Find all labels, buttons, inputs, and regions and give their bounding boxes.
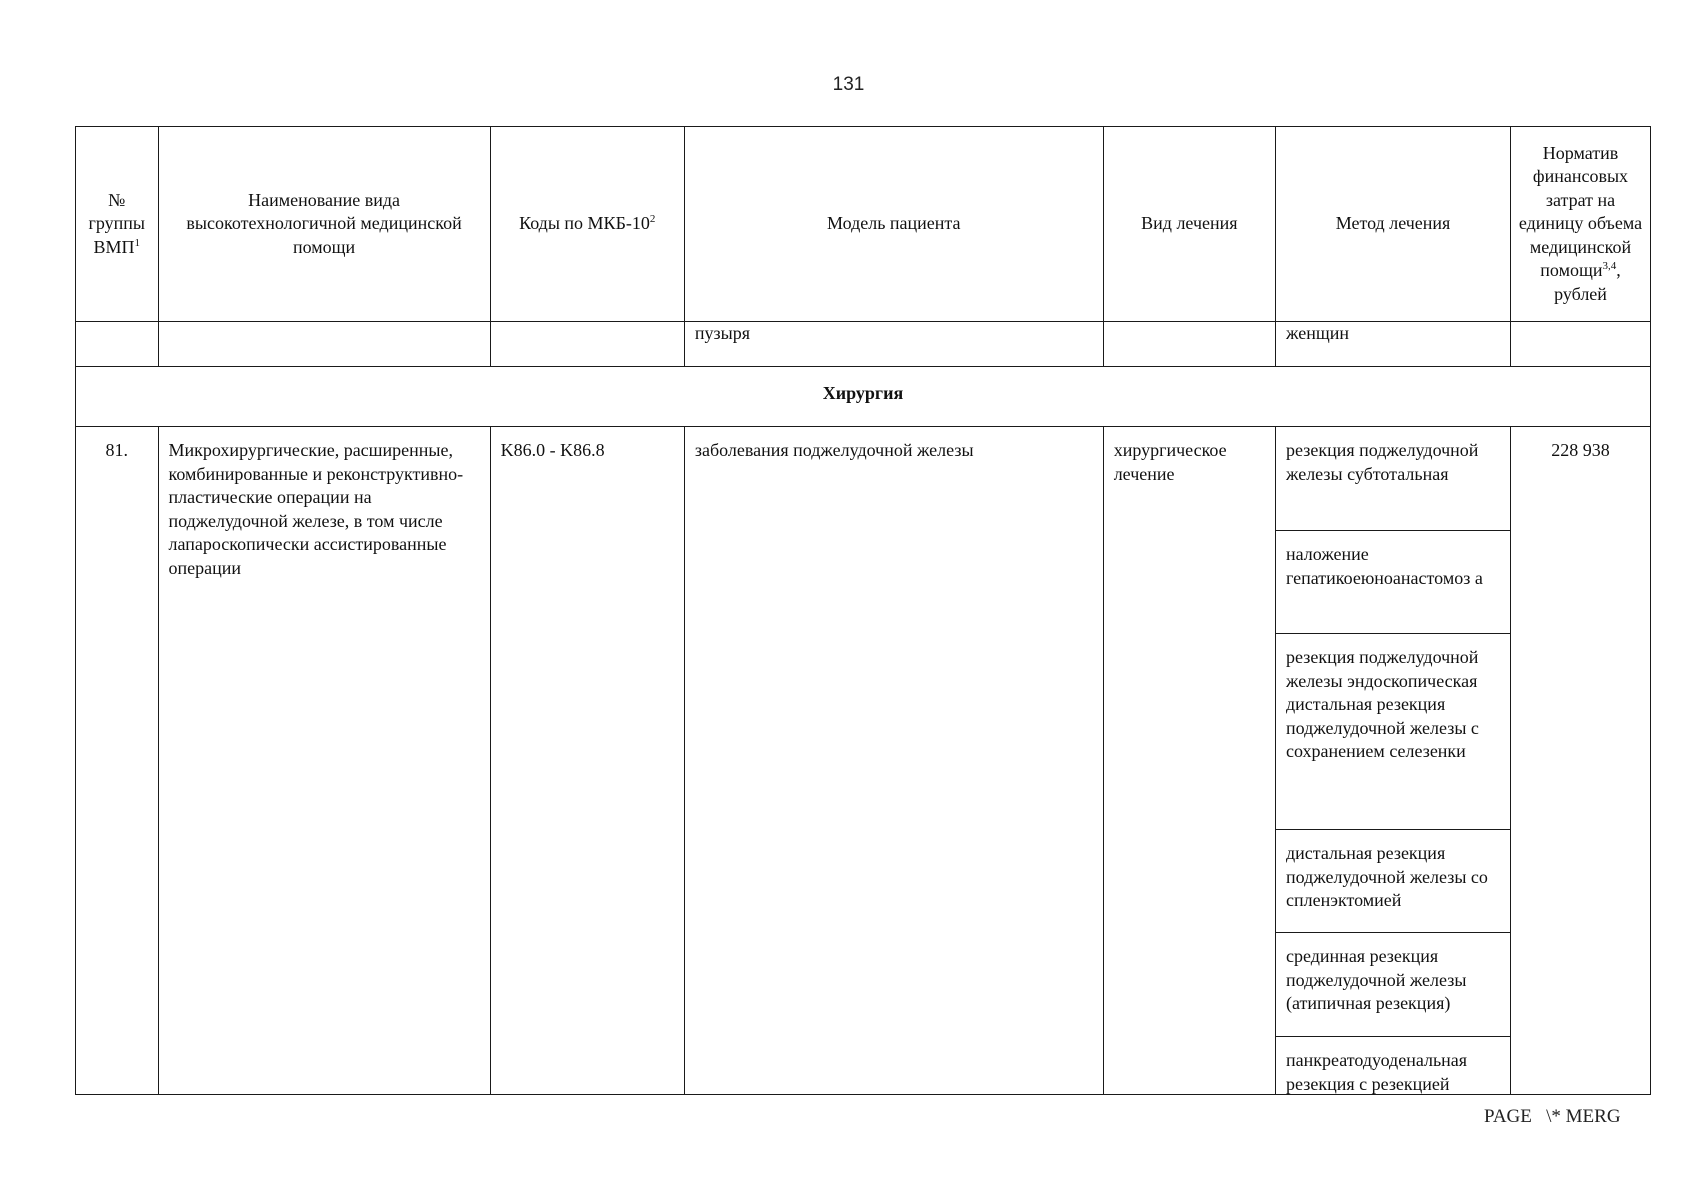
header-care-type-name: Наименование вида высокотехнологичной медицинской помощи bbox=[158, 127, 490, 322]
cont-cell-name bbox=[158, 322, 490, 367]
row-treatment-methods bbox=[1276, 427, 1511, 1095]
cont-cell-model: пузыря bbox=[684, 322, 1103, 367]
vmp-table bbox=[75, 126, 1651, 1095]
header-icd-codes: Коды по МКБ-$10^2$ bbox=[490, 127, 684, 322]
header-cost-norm: Норматив финансовых затрат на единицу объема медицинской помощи$^{3,4}$, рублей bbox=[1511, 127, 1651, 322]
row-group-number: 81. bbox=[76, 427, 159, 1095]
row-patient-model: заболевания поджелудочной железы bbox=[684, 427, 1103, 1095]
continuation-row bbox=[76, 322, 1651, 367]
row-care-type-name: Микрохирургические, расширенные, комбинированные и реконструктивно-пластические операции на поджелудочной железе, в том числе лапароскопически ассистированные операции bbox=[158, 427, 490, 1095]
cont-cell-method: женщин bbox=[1276, 322, 1511, 367]
method-item: дистальная резекция поджелудочной железы со спленэктомией bbox=[1276, 830, 1510, 933]
header-group-number: № группы ВМП$^1$ bbox=[76, 127, 159, 322]
method-item: срединная резекция поджелудочной железы (атипичная резекция) bbox=[1276, 933, 1510, 1037]
cont-cell-codes bbox=[490, 322, 684, 367]
cont-cell-number bbox=[76, 322, 159, 367]
header-treatment-type: Вид лечения bbox=[1103, 127, 1275, 322]
method-item: резекция поджелудочной железы субтотальная bbox=[1276, 427, 1510, 531]
page-number: 131 bbox=[832, 74, 865, 95]
method-item: панкреатодуоденальная резекция с резекцией bbox=[1286, 1050, 1468, 1094]
row-icd-codes: K86.0 - K86.8 bbox=[490, 427, 684, 1095]
section-title: Хирургия bbox=[76, 367, 1651, 427]
row-treatment-type: хирургическое лечение bbox=[1103, 427, 1275, 1095]
row-cost-norm: 228 938 bbox=[1511, 427, 1651, 1095]
method-item: наложение гепатикоеюноанастомоз а bbox=[1276, 531, 1510, 634]
header-treatment-method: Метод лечения bbox=[1276, 127, 1511, 322]
header-row bbox=[76, 127, 1651, 322]
footer-page-field: PAGE \* MERG bbox=[1484, 1106, 1621, 1127]
methods-list bbox=[1276, 427, 1510, 1094]
table-row bbox=[76, 427, 1651, 1095]
cont-cell-treatment bbox=[1103, 322, 1275, 367]
header-patient-model: Модель пациента bbox=[684, 127, 1103, 322]
cont-cell-cost bbox=[1511, 322, 1651, 367]
section-header-row bbox=[76, 367, 1651, 427]
method-item: резекция поджелудочной железы эндоскопическая дистальная резекция поджелудочной железы с сохранением селезенки bbox=[1276, 634, 1510, 830]
